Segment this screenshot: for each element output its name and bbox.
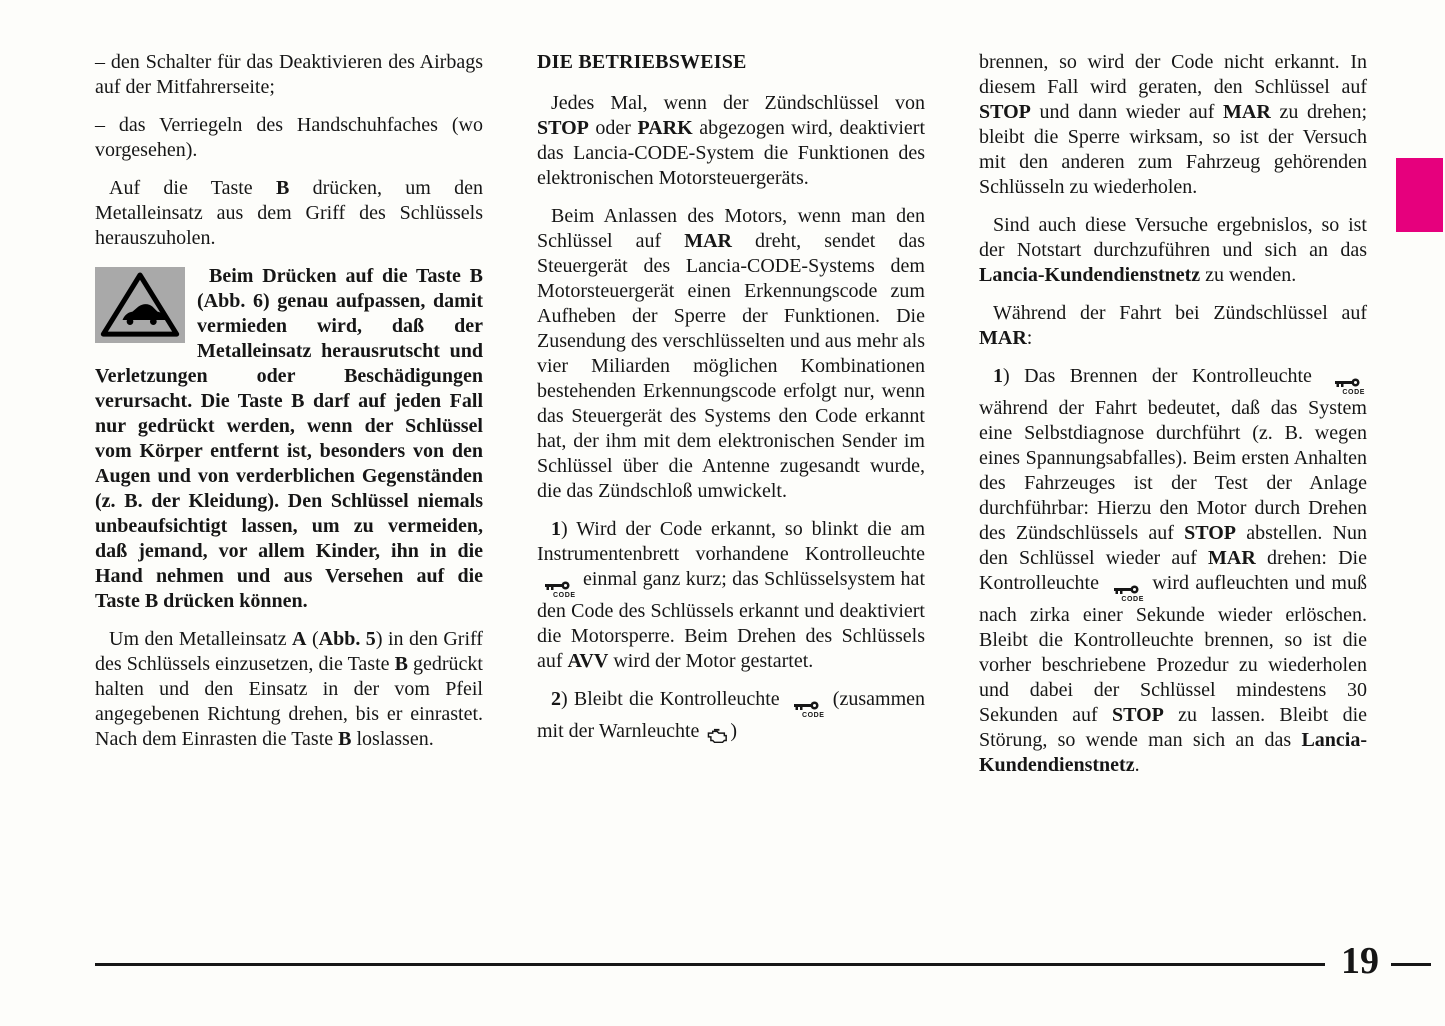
emphasis-text: PARK	[637, 117, 693, 139]
page-footer	[95, 942, 1431, 986]
code-lamp-icon	[788, 700, 825, 719]
text-run: (zusammen mit der Warnleuchte	[537, 688, 925, 742]
list-item	[95, 50, 483, 100]
text-run: .	[1134, 754, 1140, 776]
paragraph	[537, 204, 925, 504]
text-run: drücken, um den Metalleinsatz aus dem Griff des Schlüssels herauszuholen.	[95, 177, 483, 249]
paragraph	[95, 627, 483, 752]
section-tab-marker	[1396, 158, 1443, 232]
emphasis-text: MAR	[979, 327, 1027, 349]
paragraph	[979, 50, 1367, 200]
emphasis-text: AVV	[567, 650, 609, 672]
column-2	[537, 50, 925, 791]
text-run: zu wenden.	[1200, 264, 1297, 286]
section-heading	[537, 50, 925, 75]
code-lamp-label: CODE	[1342, 389, 1365, 396]
paragraph	[537, 91, 925, 191]
emphasis-text: STOP	[1111, 704, 1164, 726]
text-run: während der Fahrt bedeutet, daß das System eine Selbstdiagnose durchführt (z. B. wegen eines Spannungsabfalles). Beim ersten Anhalten des Fahrzeuges ist der Test der Anlage durchführbar: Hierzu den Motor durch Drehen des Zündschlüssels auf	[979, 397, 1367, 544]
emphasis-text: MAR	[684, 230, 732, 252]
emphasis-text: Abb. 5	[318, 628, 376, 650]
text-run: (	[306, 628, 319, 650]
text-run: ) in den Griff des Schlüssels einzusetzen, die Taste	[95, 628, 483, 675]
text-run: – den Schalter für das Deaktivieren des Airbags auf der Mitfahrerseite;	[95, 51, 483, 98]
text-run: dreht, sendet das Steuergerät des Lancia-CODE-Systems dem Motorsteuergerät einen Erkennungscode zum Aufheben der Sperre der Funktionen. Die Zusendung des verschlüsselten und aus mehr als vier Miliarden möglichen Kombinationen bestehenden Erkennungscode erfolgt nur, wenn das Steuergerät des Systems den Code erkannt hat, der ihm mit dem elektronischen Sender im Schlüssel über die Antenne zugesandt wurde, die das Zündschloß umwickelt.	[537, 230, 926, 502]
paragraph	[95, 176, 483, 251]
text-run: ) Das Brennen der Kontrolleuchte	[1003, 365, 1327, 387]
text-run: brennen, so wird der Code nicht erkannt. In diesem Fall wird geraten, den Schlüssel auf	[979, 51, 1367, 98]
emphasis-text: 2	[551, 688, 561, 710]
paragraph	[979, 364, 1367, 778]
emphasis-text: B	[394, 653, 408, 675]
text-run: zu drehen; bleibt die Sperre wirksam, so ist der Versuch mit den anderen zum Fahrzeug gehörenden Schlüsseln zu wiederholen.	[979, 101, 1367, 198]
emphasis-text: Lancia-Kundendienstnetz	[979, 729, 1367, 776]
code-lamp-label: CODE	[553, 592, 576, 599]
emphasis-text: Beim Drücken auf die Taste B (Abb. 6) genau aufpassen, damit vermieden wird, daß der Metalleinsatz herausrutscht und Verletzungen oder Beschädigungen verursacht. Die Taste B darf auf jeden Fall nur gedrückt werden, wenn der Schlüssel vom Körper entfernt ist, besonders von den Augen und von verderblichen Gegenständen (z. B. der Kleidung). Den Schlüssel niemals unbeaufsichtigt lassen, um zu vermeiden, daß jemand, vor allem Kinder, ihn in die Hand nehmen und aus Versehen auf die Taste B drücken können.	[95, 265, 483, 612]
text-run: abgezogen wird, deaktiviert das Lancia-CODE-System die Funktionen des elektronischen Motorsteuergeräts.	[537, 117, 925, 189]
code-lamp-label: CODE	[801, 712, 825, 719]
text-run: ) Wird der Code erkannt, so blinkt die am Instrumentenbrett vorhandene Kontrolleuchte	[537, 518, 925, 565]
emphasis-text: STOP	[537, 117, 589, 139]
paragraph	[979, 301, 1367, 351]
text-run: gedrückt halten und den Einsatz in der vom Pfeil angegebenen Richtung drehen, bis er einrastet. Nach dem Einrasten die Taste	[95, 653, 483, 750]
footer-rule-right	[1391, 963, 1431, 966]
text-run: Auf die Taste	[109, 177, 276, 199]
text-run: und dann wieder auf	[1030, 101, 1224, 123]
column-1	[95, 50, 483, 791]
text-run: drehen: Die Kontrolleuchte	[979, 547, 1367, 594]
paragraph	[537, 517, 925, 674]
code-lamp-label: CODE	[1121, 596, 1144, 603]
text-run: – das Verriegeln des Handschuhfaches (wo vorgesehen).	[95, 114, 483, 161]
text-run: DIE BETRIEBSWEISE	[537, 51, 747, 73]
code-lamp-icon	[1107, 584, 1144, 603]
text-run: loslassen.	[351, 728, 434, 750]
text-run: oder	[588, 117, 638, 139]
footer-rule-left	[95, 963, 1325, 966]
column-3	[979, 50, 1367, 791]
text-run: :	[1026, 327, 1033, 349]
text-run: Beim Anlassen des Motors, wenn man den Schlüssel auf	[537, 205, 925, 252]
text-run: abstellen. Nun den Schlüssel wieder auf	[979, 522, 1367, 569]
engine-lamp-icon	[706, 727, 728, 743]
paragraph	[979, 213, 1367, 288]
text-run: Jedes Mal, wenn der Zündschlüssel von	[551, 92, 925, 114]
car-warning-triangle-icon	[95, 267, 185, 343]
text-run: Um den Metalleinsatz	[109, 628, 293, 650]
list-item	[95, 113, 483, 163]
emphasis-text: A	[292, 628, 307, 650]
text-run: wird der Motor gestartet.	[608, 650, 814, 672]
text-run: Sind auch diese Versuche ergebnislos, so ist der Notstart durchzuführen und sich an das	[979, 214, 1367, 261]
text-run: )	[730, 720, 738, 742]
text-run: ) Bleibt die Kontrolleuchte	[561, 688, 786, 710]
emphasis-text: STOP	[979, 101, 1031, 123]
emphasis-text: 1	[993, 365, 1003, 387]
emphasis-text: B	[338, 728, 352, 750]
text-run: wird aufleuchten und muß nach zirka einer Sekunde wieder erlöschen. Bleibt die Kontrolleuchte brennen, so ist die vorher beschriebene Prozedur zu wiederholen und dabei der Schlüssel mindestens 30 Sekunden auf	[979, 572, 1367, 726]
code-lamp-icon	[539, 580, 576, 599]
emphasis-text: MAR	[1208, 547, 1256, 569]
emphasis-text: 1	[551, 518, 561, 540]
text-run: zu lassen. Bleibt die Störung, so wende man sich an das	[979, 704, 1368, 751]
code-lamp-icon	[1328, 377, 1365, 396]
emphasis-text: STOP	[1184, 522, 1236, 544]
emphasis-text: B	[275, 177, 290, 199]
warning-paragraph	[95, 264, 483, 614]
emphasis-text: MAR	[1223, 101, 1271, 123]
text-run: Während der Fahrt bei Zündschlüssel auf	[993, 302, 1367, 324]
text-columns	[95, 50, 1367, 791]
paragraph	[537, 687, 925, 744]
text-run: einmal ganz kurz; das Schlüsselsystem hat den Code des Schlüssels erkannt und deaktiviert die Motorsperre. Beim Drehen des Schlüssels auf	[537, 568, 925, 672]
emphasis-text: Lancia-Kundendienstnetz	[979, 264, 1201, 286]
page-number: 19	[1341, 940, 1379, 982]
